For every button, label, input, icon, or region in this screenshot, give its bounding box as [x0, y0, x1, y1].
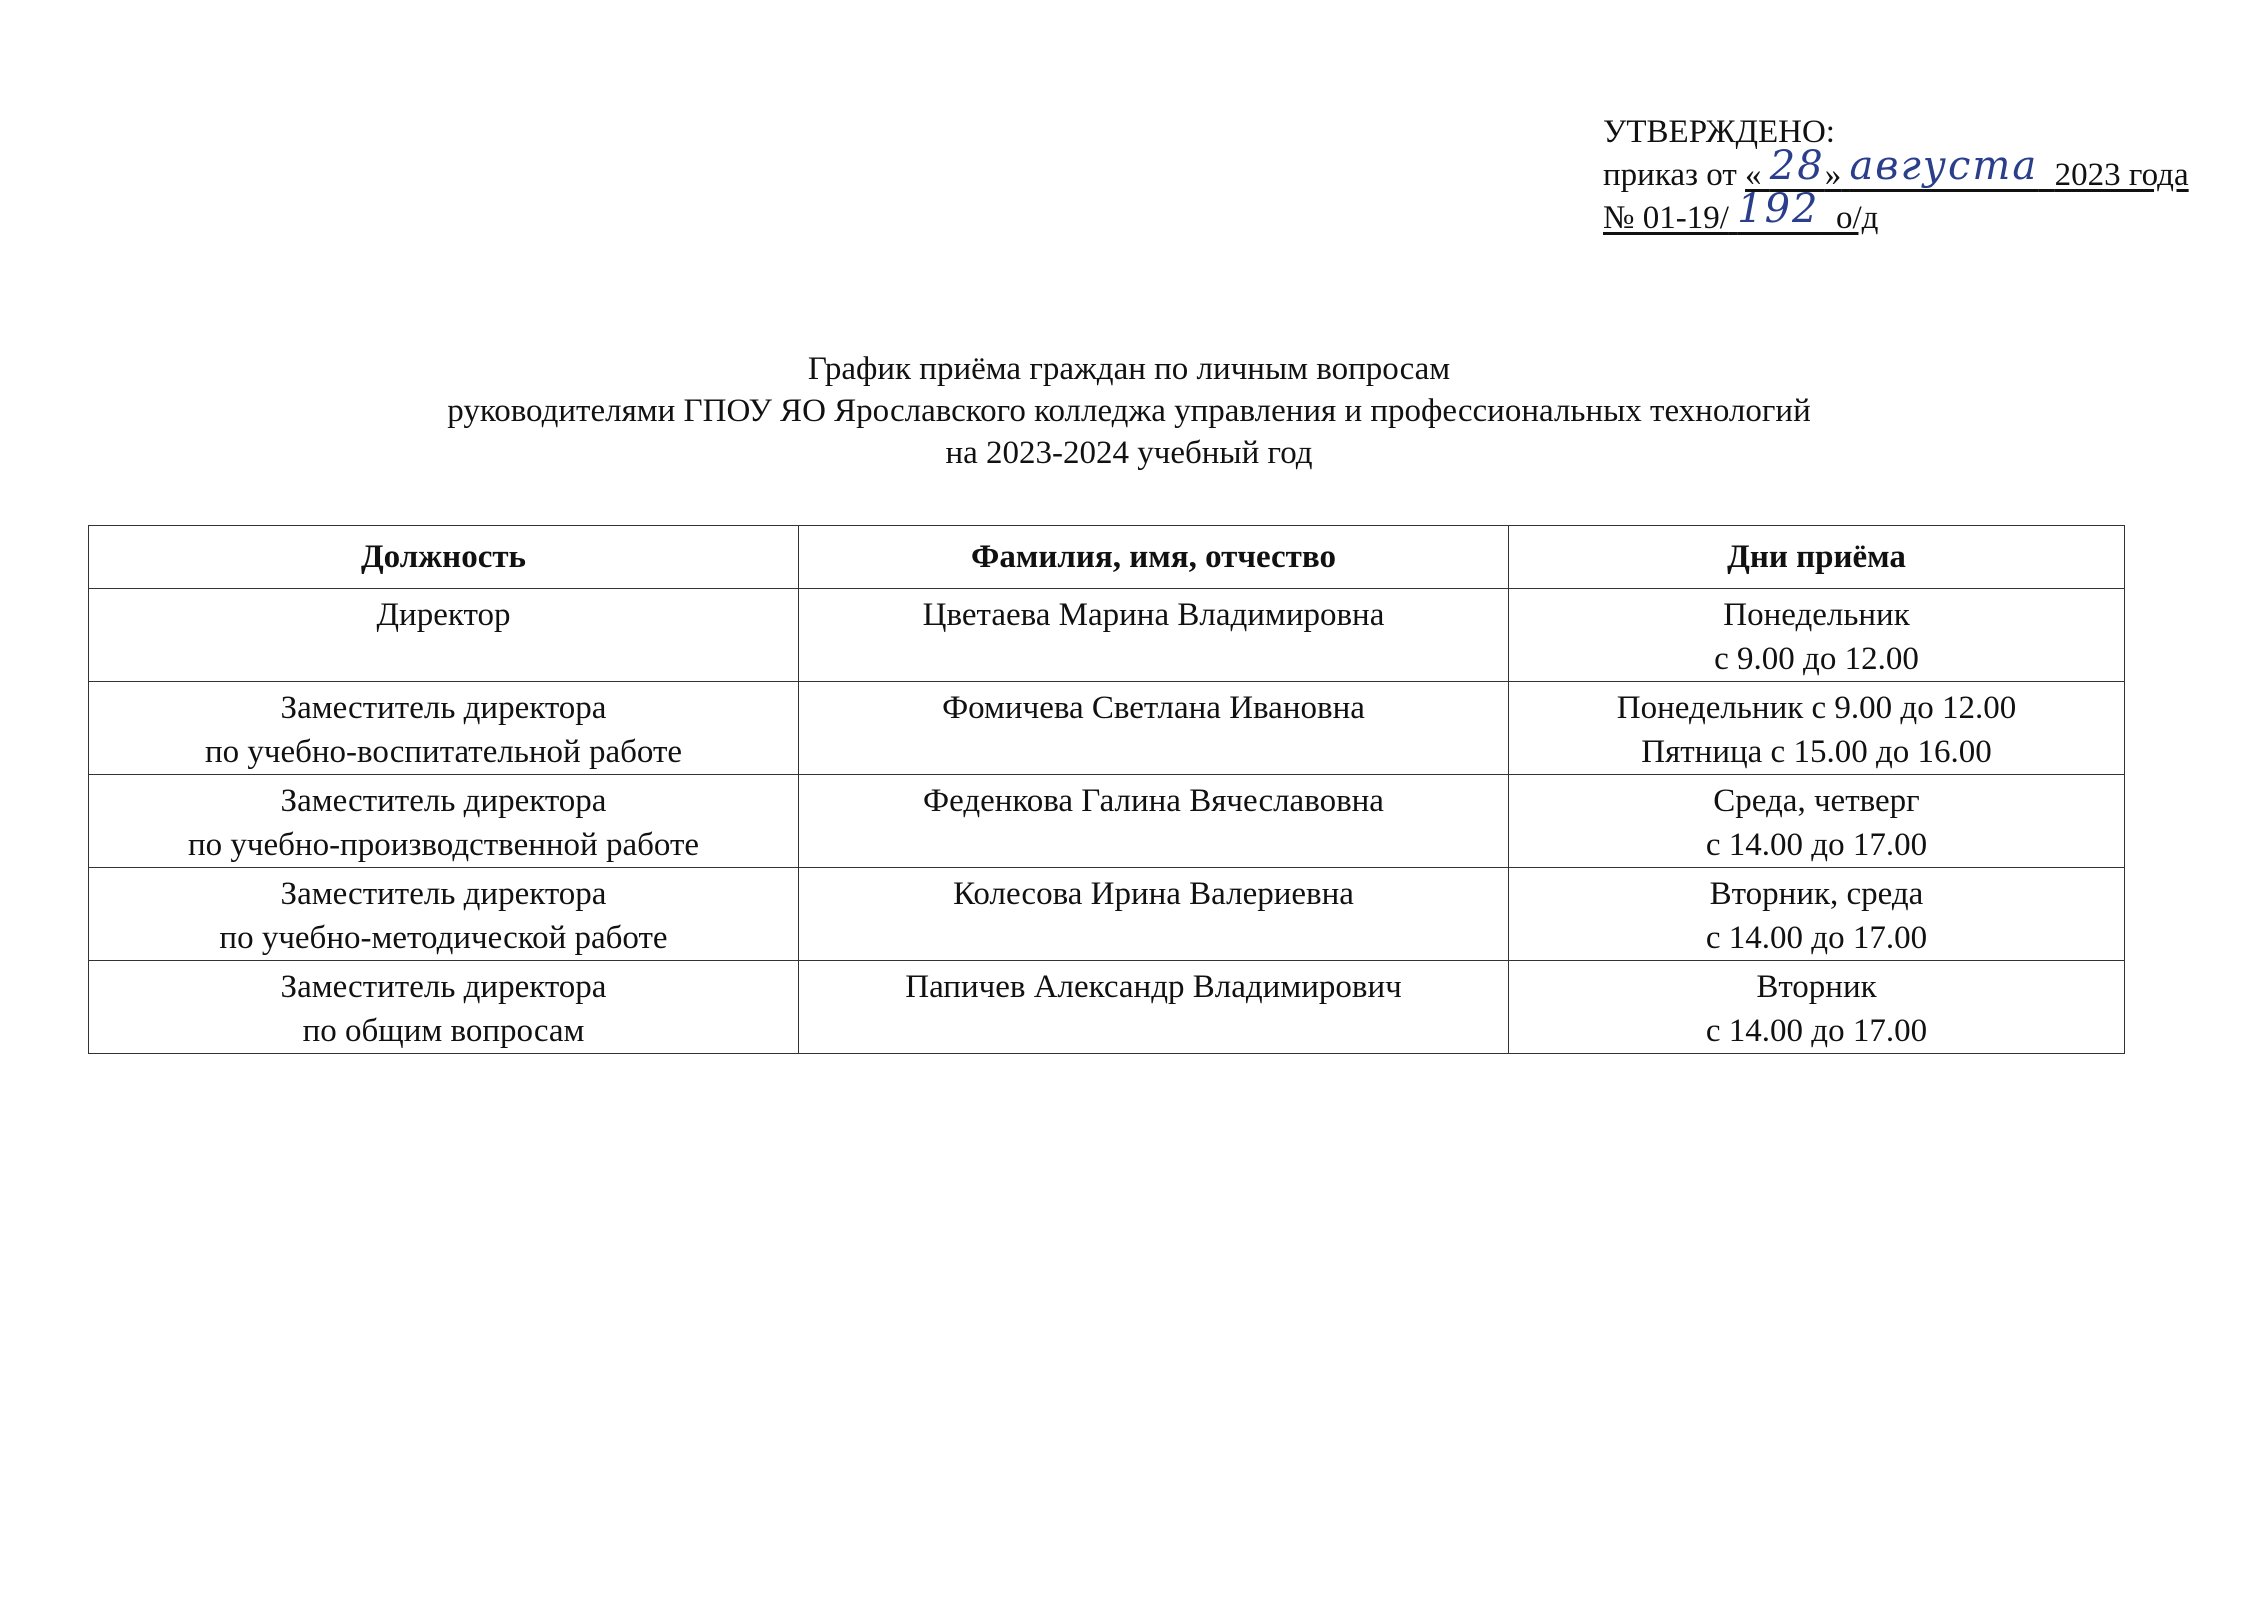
name-cell: Папичев Александр Владимирович: [799, 961, 1509, 1054]
order-year: 2023 года: [2054, 157, 2189, 193]
position-text-line-2: по учебно-производственной работе: [187, 827, 700, 863]
days-line-2: с 9.00 до 12.00: [1714, 641, 1919, 677]
position-text: Директор: [376, 597, 511, 633]
position-text: Заместитель директора: [280, 969, 607, 1005]
order-number: [1603, 186, 1879, 236]
table-row: [89, 868, 2125, 961]
close-quote: »: [1824, 157, 1842, 193]
position-text: Заместитель директора: [280, 783, 607, 819]
name-cell: Колесова Ирина Валериевна: [799, 868, 1509, 961]
position-text-line-2: по учебно-воспитательной работе: [204, 734, 683, 770]
title-line-1: График приёма граждан по личным вопросам: [807, 351, 1451, 387]
days-cell: [1509, 589, 2125, 682]
days-line-2: Пятница с 15.00 до 16.00: [1641, 734, 1992, 770]
name-cell: Цветаева Марина Владимировна: [799, 589, 1509, 682]
order-number-line: [1603, 186, 2189, 238]
days-line-1: Вторник, среда: [1709, 876, 1924, 912]
number-suffix: о/д: [1836, 200, 1879, 236]
days-cell: [1509, 682, 2125, 775]
table-row: [89, 682, 2125, 775]
header-row: [89, 526, 2125, 589]
days-line-1: Понедельник с 9.00 до 12.00: [1616, 690, 2017, 726]
position-cell: [89, 961, 799, 1054]
days-cell: [1509, 775, 2125, 868]
schedule-table: [88, 525, 2125, 1054]
name-cell: Феденкова Галина Вячеславовна: [799, 775, 1509, 868]
days-line-2: с 14.00 до 17.00: [1705, 827, 1928, 863]
table-row: [89, 775, 2125, 868]
table-row: [89, 589, 2125, 682]
order-prefix: приказ от: [1603, 157, 1737, 193]
days-line-1: Вторник: [1756, 969, 1877, 1005]
days-cell: [1509, 961, 2125, 1054]
approval-heading: УТВЕРЖДЕНО:: [1603, 114, 1835, 150]
position-cell: [89, 589, 799, 682]
table-row: [89, 961, 2125, 1054]
column-header-name: Фамилия, имя, отчество: [799, 526, 1509, 589]
position-cell: [89, 682, 799, 775]
handwritten-number: 192: [1737, 186, 1820, 232]
days-line-2: с 14.00 до 17.00: [1705, 1013, 1928, 1049]
column-header-days: Дни приёма: [1509, 526, 2125, 589]
name-cell: Фомичева Светлана Ивановна: [799, 682, 1509, 775]
position-cell: [89, 775, 799, 868]
position-text-line-2: по учебно-методической работе: [219, 920, 668, 956]
title-line-3: на 2023-2024 учебный год: [945, 435, 1313, 471]
table-header: [89, 526, 2125, 589]
position-cell: [89, 868, 799, 961]
number-prefix: № 01-19/: [1603, 200, 1729, 236]
position-text: Заместитель директора: [280, 876, 607, 912]
position-text-line-2: по общим вопросам: [302, 1013, 585, 1049]
handwritten-day: 28: [1769, 143, 1825, 189]
days-line-1: Среда, четверг: [1713, 783, 1920, 819]
days-cell: [1509, 868, 2125, 961]
approval-block: [1603, 112, 2189, 238]
open-quote: «: [1745, 157, 1762, 193]
handwritten-month: августа: [1849, 143, 2039, 189]
title-line-2: руководителями ГПОУ ЯО Ярославского колледжа управления и профессиональных технологий: [447, 393, 1811, 429]
days-line-1: Понедельник: [1723, 597, 1910, 633]
document-title: [0, 348, 2258, 474]
table-body: [89, 589, 2125, 1054]
days-line-2: с 14.00 до 17.00: [1705, 920, 1928, 956]
position-text: Заместитель директора: [280, 690, 607, 726]
column-header-position: Должность: [89, 526, 799, 589]
order-date-line: [1603, 143, 2189, 195]
